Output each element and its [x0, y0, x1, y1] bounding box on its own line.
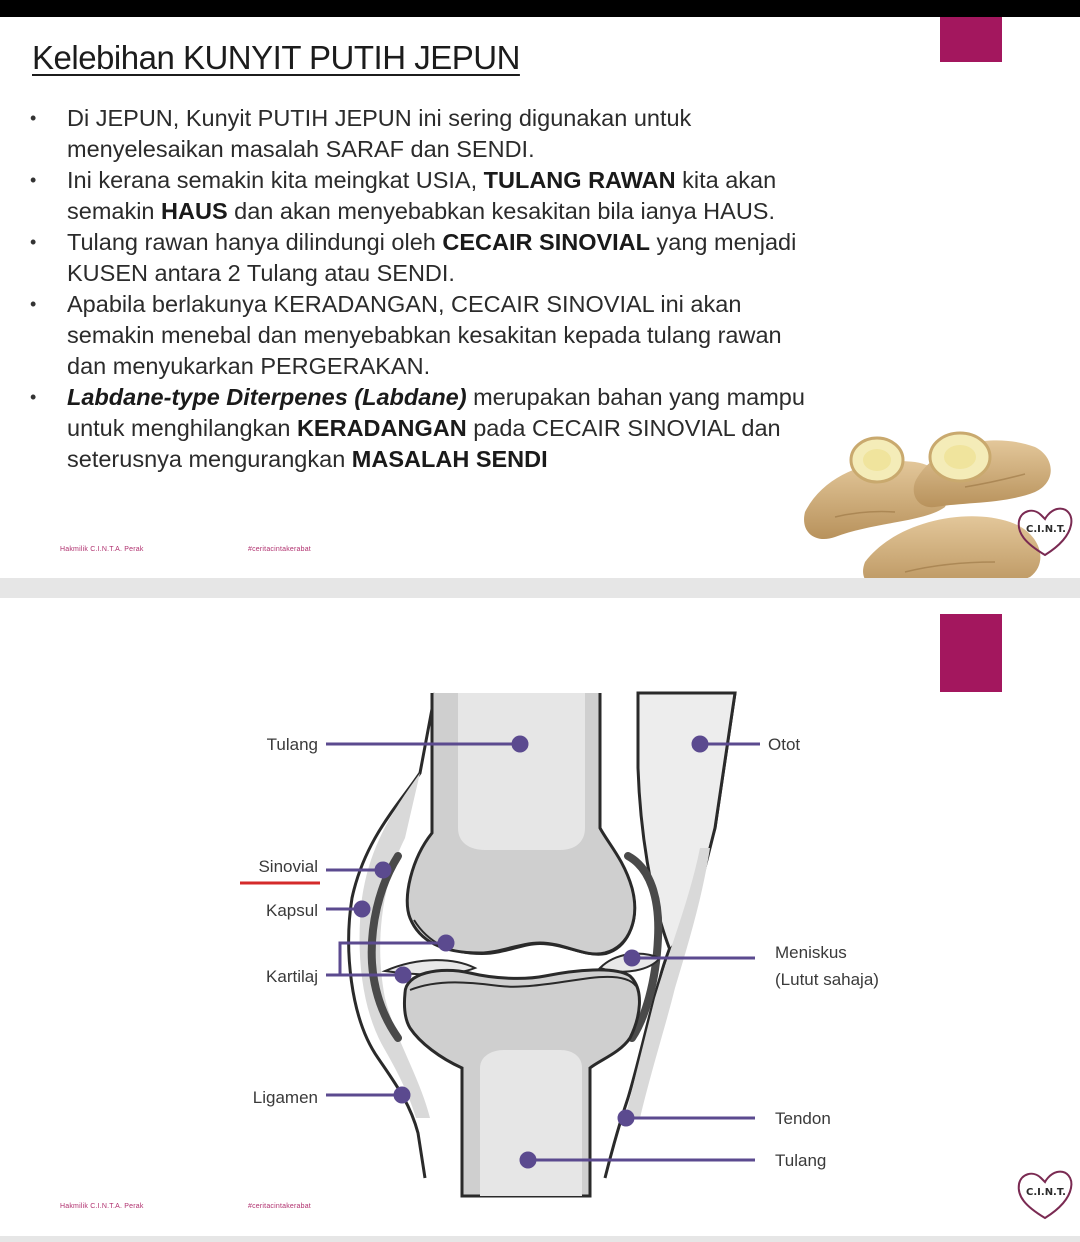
bullet-text: Di JEPUN, Kunyit PUTIH JEPUN ini sering digunakan untuk menyelesaikan masalah SARAF dan SENDI. — [67, 105, 692, 162]
cint-logo — [1015, 1168, 1075, 1222]
label-kapsul: Kapsul — [266, 901, 318, 920]
bullet-text: pada CECAIR SINOVIAL dan seterusnya mengurangkan — [67, 415, 781, 472]
label-meniskus-note: (Lutut sahaja) — [775, 970, 879, 989]
label-tulang-bottom: Tulang — [775, 1151, 827, 1170]
slide-title: Kelebihan KUNYIT PUTIH JEPUN — [32, 39, 520, 76]
knee-joint-diagram — [0, 598, 1080, 1236]
footer-hashtag: #ceritacintakerabat — [248, 1203, 311, 1210]
pointer-dot — [521, 1153, 535, 1167]
bullet-item — [30, 227, 810, 289]
pointer-dot — [693, 737, 707, 751]
bullet-emphasis: MASALAH SENDI — [351, 446, 548, 472]
slide-knee-diagram — [0, 598, 1080, 1236]
bullet-emphasis: KERADANGAN — [296, 415, 467, 441]
accent-block — [940, 17, 1002, 62]
femur-marrow — [458, 693, 585, 850]
label-tendon: Tendon — [775, 1109, 831, 1128]
bullet-text: merupakan bahan yang mampu untuk menghilangkan — [67, 384, 805, 441]
bullet-list — [30, 103, 810, 475]
label-kartilaj: Kartilaj — [266, 967, 318, 986]
bullet-text: yang menjadi KUSEN antara 2 Tulang atau SENDI. — [67, 229, 797, 286]
bullet-emphasis: TULANG RAWAN — [483, 167, 676, 193]
bullet-emphasis: CECAIR SINOVIAL — [442, 229, 651, 255]
tibia-marrow — [480, 1050, 582, 1196]
label-otot: Otot — [768, 735, 801, 754]
bullet-text: kita akan semakin — [67, 167, 777, 224]
footer-credit: Hakmilik C.I.N.T.A. Perak — [60, 1203, 144, 1210]
footer-credit: Hakmilik C.I.N.T.A. Perak — [60, 546, 144, 553]
bullet-item — [30, 165, 810, 227]
pointer-dot — [376, 863, 390, 877]
label-tulang-top: Tulang — [266, 735, 318, 754]
bullet-item — [30, 103, 810, 165]
bullet-text: Tulang rawan hanya dilindungi oleh — [67, 229, 443, 255]
logo-text: C.I.N.T. — [1026, 524, 1066, 535]
bullet-text: dan akan menyebabkan kesakitan bila ianya HAUS. — [227, 198, 776, 224]
bullet-emphasis: HAUS — [161, 198, 228, 224]
top-black-bar — [0, 0, 1080, 17]
pointer-dot — [395, 1088, 409, 1102]
pointer-dot — [625, 951, 639, 965]
label-sinovial: Sinovial — [258, 857, 318, 876]
pointer-dot — [513, 737, 527, 751]
pointer-dot — [355, 902, 369, 916]
bullet-item — [30, 382, 810, 475]
bullet-item — [30, 289, 810, 382]
label-meniskus: Meniskus — [775, 943, 847, 962]
bullet-text: Apabila berlakunya KERADANGAN, CECAIR SINOVIAL ini akan semakin menebal dan menyebabkan kesakitan kepada tulang rawan dan menyukarkan PERGERAKAN. — [67, 291, 782, 379]
slide-benefits — [0, 17, 1080, 578]
pointer-dot — [439, 936, 453, 950]
label-ligamen: Ligamen — [252, 1088, 318, 1107]
footer-hashtag: #ceritacintakerabat — [248, 546, 311, 553]
bullet-text: Ini kerana semakin kita meingkat USIA, — [67, 167, 484, 193]
logo-text: C.I.N.T. — [1026, 1187, 1066, 1198]
cint-logo — [1015, 505, 1075, 559]
pointer-dot — [619, 1111, 633, 1125]
bullet-emphasis: Labdane-type Diterpenes (Labdane) — [67, 384, 467, 410]
pointer-dot — [396, 968, 410, 982]
